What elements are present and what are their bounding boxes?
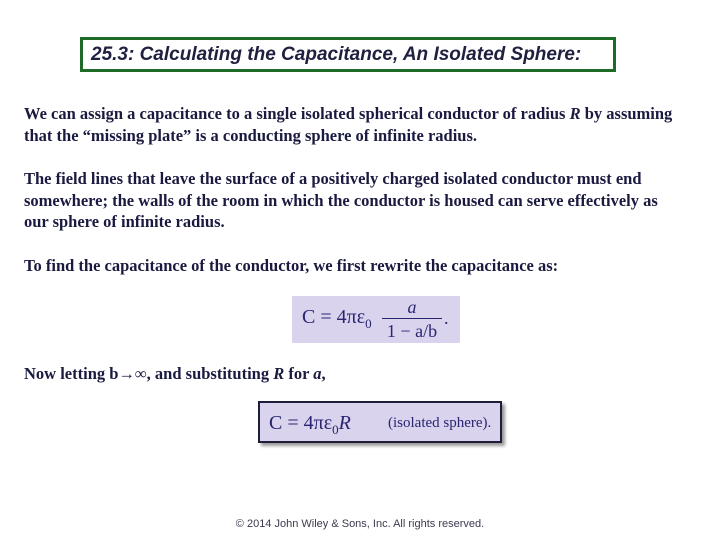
copyright-footer: © 2014 John Wiley & Sons, Inc. All rights reserved. (235, 518, 485, 530)
p4-radius-variable: R (273, 364, 285, 383)
paragraph-rewrite-capacitance: To find the capacitance of the conductor, we first rewrite the capacitance as: (24, 256, 559, 275)
p1-text-start: We can assign a capacitance to a single isolated spherical conductor of radius (24, 104, 570, 123)
equation1-subscript: 0 (365, 316, 372, 331)
equation2-note: (isolated sphere). (388, 415, 492, 431)
slide-title: 25.3: Calculating the Capacitance, An Isolated Sphere: (91, 43, 582, 65)
equation1-numerator: a (407, 297, 417, 317)
capacitance-equation-isolated-sphere (258, 401, 502, 443)
p4-text-middle: for (284, 364, 314, 383)
p4-text-end: , (321, 364, 326, 383)
paragraph-assign-capacitance (24, 103, 674, 146)
equation1-lhs (302, 306, 372, 332)
equation1-fraction (382, 297, 442, 341)
equation2-lhs-text: C = 4πε (269, 412, 333, 434)
paragraph-letting-b-infinity (24, 363, 674, 385)
equation2-radius-variable: R (338, 412, 351, 434)
equation1-lhs-text: C = 4πε (302, 306, 366, 328)
equation1-denominator: 1 − a/b (386, 321, 438, 341)
capacitance-equation-general (292, 296, 460, 343)
p1-text-end: by assuming that the “missing plate” is a conducting sphere of infinite radius. (24, 104, 673, 145)
slide-title-box (80, 37, 616, 72)
fraction-bar (382, 318, 442, 319)
equation2-lhs (269, 412, 351, 438)
paragraph-field-lines: The field lines that leave the surface of a positively charged isolated conductor must end somewhere; the walls of the room in which the conductor is housed can serve effectively as our sphere of infinite radius. (24, 169, 658, 231)
p4-a-variable: a (313, 364, 322, 383)
p1-radius-variable: R (569, 104, 581, 123)
equation2-subscript: 0 (332, 422, 339, 437)
equation1-period: . (444, 308, 449, 328)
p4-text-start: Now letting b→∞, and substituting (24, 364, 274, 383)
